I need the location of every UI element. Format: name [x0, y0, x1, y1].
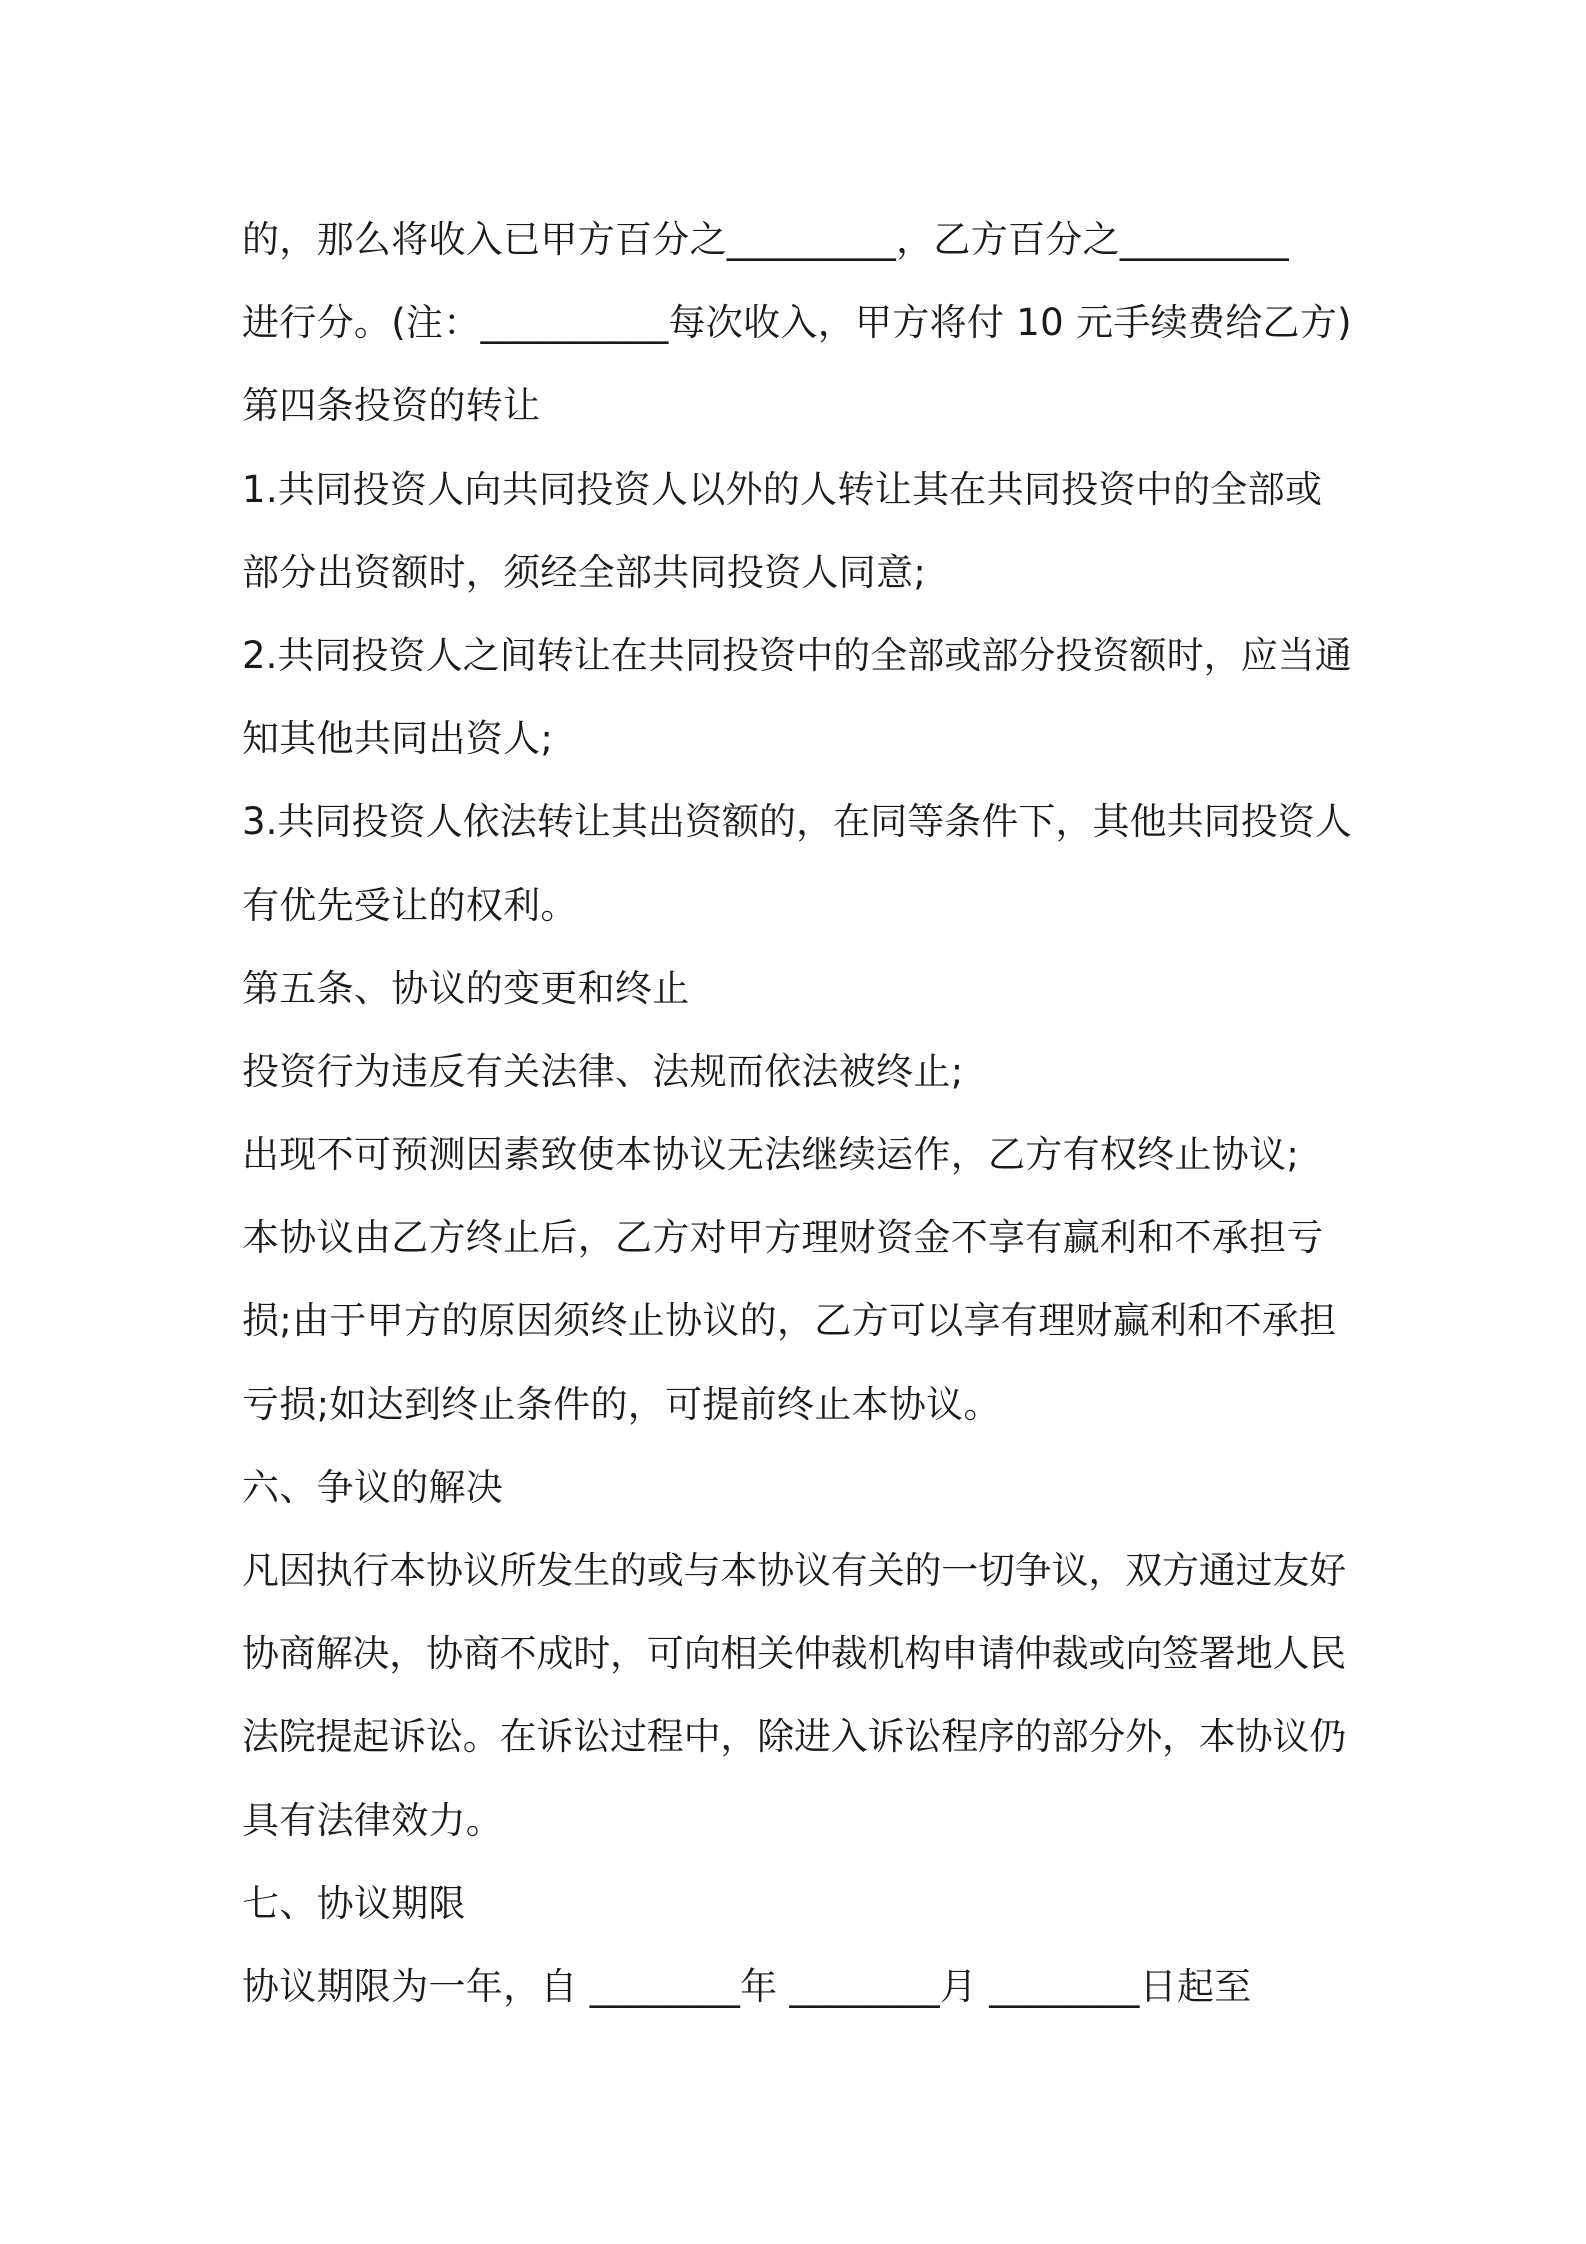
document-body	[242, 198, 1352, 2028]
text-line: 部分出资额时，须经全部共同投资人同意;	[242, 550, 927, 594]
text-line: 协议期限为一年，自 ________年 ________月 ________日起至	[242, 1964, 1252, 2008]
text-line: 具有法律效力。	[242, 1798, 504, 1842]
section-heading: 第四条投资的转让	[242, 384, 541, 428]
text-line: 本协议由乙方终止后，乙方对甲方理财资金不享有赢利和不承担亏	[242, 1216, 1324, 1260]
text-line: 凡因执行本协议所发生的或与本协议有关的一切争议，双方通过友好	[242, 1549, 1346, 1592]
text-line: 损;由于甲方的原因须终止协议的，乙方可以享有理财赢利和不承担	[242, 1299, 1337, 1343]
section-heading: 第五条、协议的变更和终止	[242, 966, 690, 1010]
text-line: 的，那么将收入已甲方百分之_________，乙方百分之_________	[242, 218, 1290, 261]
text-line: 协商解决，协商不成时，可向相关仲裁机构申请仲裁或向签署地人民	[242, 1632, 1346, 1676]
section-heading: 六、争议的解决	[242, 1465, 504, 1509]
text-line: 投资行为违反有关法律、法规而依法被终止;	[242, 1049, 964, 1093]
text-line: 进行分。(注：__________每次收入，甲方将付 10 元手续费给乙方)	[242, 301, 1352, 345]
section-heading: 七、协议期限	[242, 1881, 466, 1925]
text-line: 法院提起诉讼。在诉讼过程中，除进入诉讼程序的部分外，本协议仍	[242, 1715, 1346, 1759]
text-line: 亏损;如达到终止条件的，可提前终止本协议。	[242, 1382, 1001, 1426]
text-line: 2.共同投资人之间转让在共同投资中的全部或部分投资额时，应当通	[242, 633, 1352, 677]
text-line: 1.共同投资人向共同投资人以外的人转让其在共同投资中的全部或	[242, 467, 1323, 511]
text-line: 有优先受让的权利。	[242, 883, 578, 927]
text-line: 知其他共同出资人;	[242, 717, 554, 761]
text-line: 出现不可预测因素致使本协议无法继续运作，乙方有权终止协议;	[242, 1133, 1300, 1177]
text-line: 3.共同投资人依法转让其出资额的，在同等条件下，其他共同投资人	[242, 800, 1352, 844]
